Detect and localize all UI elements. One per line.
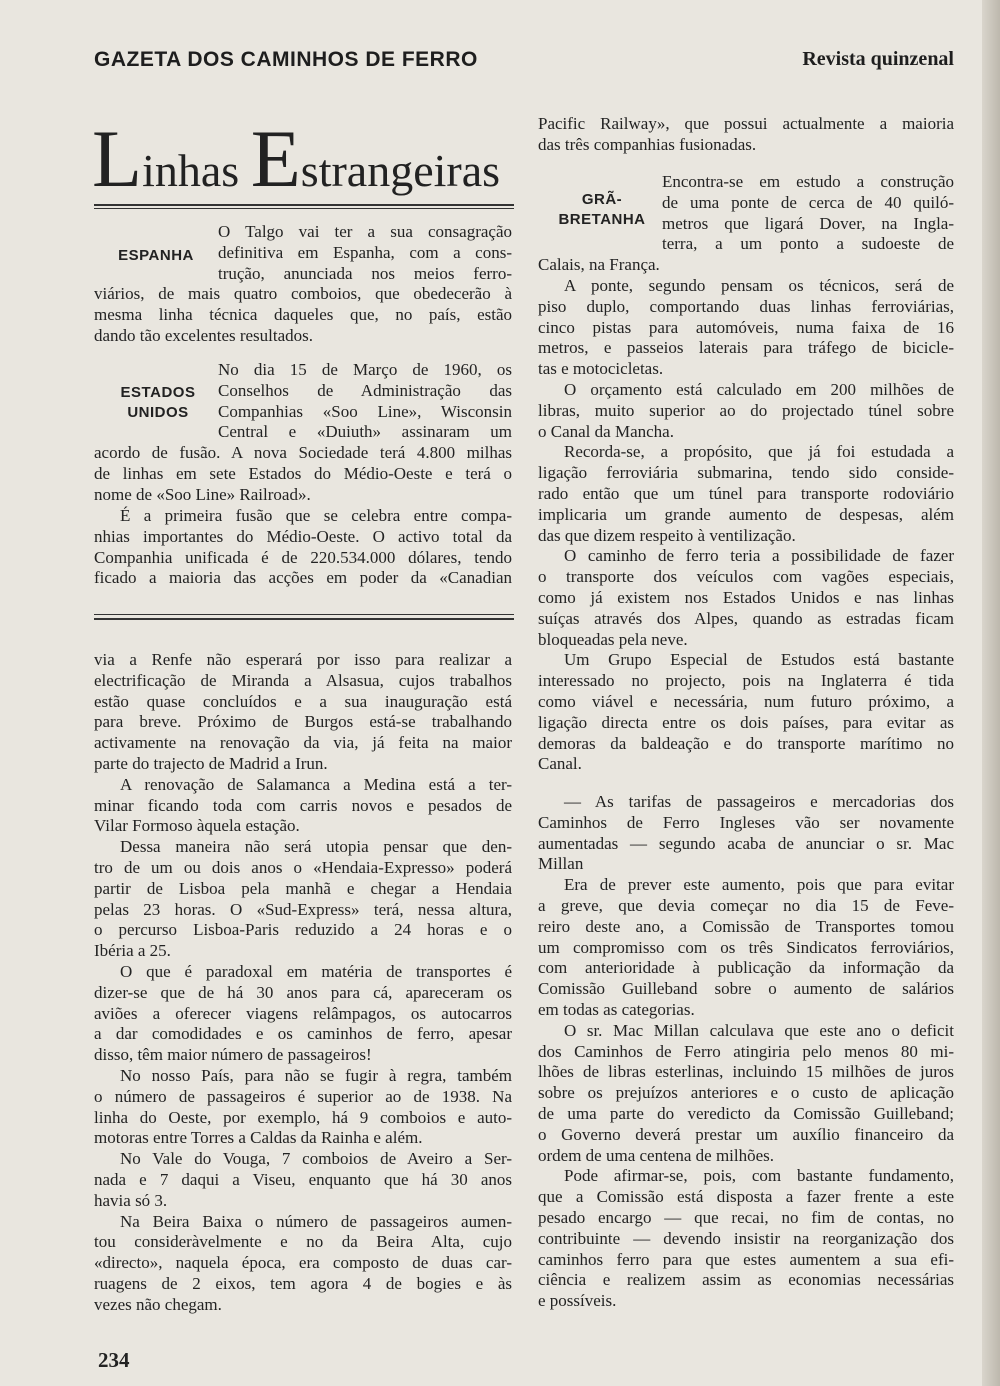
text-line: vezes não chegam.	[94, 1294, 222, 1314]
text-line: motoras entre Torres a Caldas da Rainha e além.	[94, 1128, 423, 1148]
text-line: tas e motocicletas.	[538, 359, 664, 379]
heading-line: BRETANHA	[558, 211, 646, 228]
text-line: caminhos ferro para que estes aumentem a sua efi-	[538, 1249, 954, 1269]
text-line: o percurso Lisboa-Paris reduzido a 24 horas e o	[94, 920, 512, 940]
text-line: Conselhos de Administração das	[218, 380, 512, 400]
text-line: dizer-se que de há 30 anos para cá, apareceram os	[94, 982, 512, 1002]
text-line: Central e «Duiuth» assinaram um	[218, 422, 512, 442]
text-line: com anterioridade à publicação da informação da	[538, 958, 954, 978]
text-line: A ponte, segundo pensam os técnicos, será de	[564, 276, 954, 295]
text-line: parte do trajecto de Madrid a Irun.	[94, 753, 328, 773]
text-line: Vilar Formoso àquela estação.	[94, 816, 300, 836]
text-line: disso, têm maior número de passageiros!	[94, 1045, 372, 1065]
text-line: Calais, na França.	[538, 255, 660, 275]
text-line: metros que ligará Dover, na Ingla-	[662, 213, 954, 233]
text-line: pelas 23 horas. O «Sud-Express» terá, nessa altura,	[94, 899, 512, 919]
text-line: contribuinte — devendo insistir na reorganização dos	[538, 1228, 954, 1248]
heading-espanha: ESPANHA	[118, 247, 194, 264]
text-line: terra, a um ponto a sudoeste de	[662, 234, 954, 254]
text-line: de uma parte do veredicto da Comissão Guilleband;	[538, 1103, 954, 1123]
text-line: O caminho de ferro teria a possibilidade de fazer	[564, 546, 954, 566]
text-line: O sr. Mac Millan calculava que este ano o deficit	[564, 1020, 954, 1040]
heading-line: GRÃ-	[581, 191, 623, 208]
page-number: 234	[98, 1348, 130, 1372]
title-rest-2: strangeiras	[300, 145, 501, 196]
text-line: como viável e necessária, num futuro próximo, a	[538, 691, 954, 711]
text-line: como já existem nos Estados Unidos e nas linhas	[538, 587, 954, 607]
text-line: ligação directa entre os dois países, para evitar as	[538, 712, 954, 732]
text-line: Companhias «Soo Line», Wisconsin	[218, 401, 512, 421]
text-line: A renovação de Salamanca a Medina está a ter-	[120, 774, 512, 794]
text-line: suíças através dos Alpes, quando as estradas ficam	[538, 608, 954, 628]
text-line: definitiva em Espanha, com a cons-	[218, 242, 512, 262]
text-line: bloqueadas pela neve.	[538, 629, 688, 649]
text-line: Comissão Guilleband sobre o aumento de salários	[538, 979, 954, 999]
text-line: Era de prever este aumento, pois que para evitar	[564, 875, 954, 895]
text-line: estão quase concluídos e a sua inauguração está	[94, 691, 512, 711]
usa-paragraph-2	[94, 506, 512, 589]
text-line: O Talgo vai ter a sua consagração	[218, 222, 512, 241]
section-rule-thick	[94, 618, 514, 620]
text-line: das três companhias fusionadas.	[538, 134, 757, 154]
text-line: havia só 3.	[94, 1190, 168, 1210]
text-line: cinco pistas para automóveis, numa faixa de 16	[538, 317, 954, 337]
text-line: de uma ponte de cerca de 40 quiló-	[662, 192, 954, 212]
heading-line: ESTADOS	[120, 384, 196, 401]
text-line: «directo», naquela época, era composto de duas car-	[94, 1253, 512, 1273]
title-initial-1: L	[92, 118, 143, 200]
text-line: mesma linha técnica daqueles que, no país, estão	[94, 305, 512, 325]
text-line: Encontra-se em estudo a construção	[662, 172, 954, 191]
text-line: nome de «Soo Line» Railroad».	[94, 484, 311, 504]
right-continuation	[538, 114, 954, 156]
text-line: a dar comodidades e os caminhos de ferro, apesar	[94, 1024, 512, 1044]
text-line: Um Grupo Especial de Estudos está bastante	[564, 650, 954, 670]
text-line: activamente na renovação da via, já feita na maior	[94, 733, 512, 753]
text-line: — As tarifas de passageiros e mercadorias dos	[564, 792, 954, 811]
text-line: piso duplo, comportando duas linhas ferroviárias,	[538, 296, 954, 316]
title-rule	[94, 204, 514, 206]
text-line: viários, de mais quatro comboios, que obedecerão à	[94, 284, 512, 304]
text-line: nada e 7 daqui a Viseu, enquanto que há 30 anos	[94, 1169, 512, 1189]
text-line: No nosso País, para não se fugir à regra, também	[120, 1065, 512, 1085]
text-line: lhões de libras esterlinas, incluindo 15 milhões de juros	[538, 1062, 954, 1082]
text-line: dos Caminhos de Ferro atingiria pelo menos 80 mi-	[538, 1041, 954, 1061]
text-line: linha do Oeste, por exemplo, há 9 comboios e auto-	[94, 1107, 512, 1127]
text-line: em todas as categorias.	[538, 999, 695, 1019]
usa-paragraph-1	[94, 360, 512, 506]
text-line: implicaria um grande aumento de despesas, além	[538, 504, 954, 524]
text-line: demoras da baldeação e do transporte marítimo no	[538, 733, 954, 753]
text-line: dando tão excelentes resultados.	[94, 325, 314, 345]
text-line: das que dizem respeito à ventilização.	[538, 525, 796, 545]
text-line: Recorda-se, a propósito, que já foi estudada a	[564, 442, 954, 462]
text-line: No Vale do Vouga, 7 comboios de Aveiro a Ser-	[120, 1149, 512, 1169]
text-line: rado então que um túnel para transporte rodoviário	[538, 483, 954, 503]
page-edge	[982, 0, 1000, 1386]
text-line: Ibéria a 25.	[94, 941, 171, 961]
britain-paragraph	[538, 172, 954, 276]
text-line: aviões a oferecer viagens relâmpagos, os autocarros	[94, 1003, 512, 1023]
text-line: o Canal da Mancha.	[538, 421, 674, 441]
text-line: Companhia unificada é de 220.534.000 dólares, tendo	[94, 547, 512, 567]
text-line: partir de Lisboa pela manhã e chegar a Hendaia	[94, 878, 512, 898]
text-line: pesado encargo — que recai, no fim de contas, no	[538, 1207, 954, 1227]
text-line: aumentadas — segundo acaba de anunciar o sr. Mac	[538, 833, 954, 853]
text-line: para breve. Próximo de Burgos está-se trabalhando	[94, 712, 512, 732]
text-line: ruagens de 2 eixos, tem agora 4 de bogies e às	[94, 1273, 512, 1293]
text-line: metros, e passeios laterais para tráfego de bicicle-	[538, 338, 954, 358]
spain-paragraph	[94, 222, 512, 347]
title-initial-2: E	[250, 118, 301, 200]
publication-subtitle: Revista quinzenal	[802, 48, 954, 70]
text-line: electrificação de Miranda a Alsasua, cujos trabalhos	[94, 670, 512, 690]
text-line: sobre os prejuízos anteriores e o custo de aplicação	[538, 1083, 954, 1103]
text-line: Pode afirmar-se, pois, com bastante fundamento,	[564, 1166, 954, 1186]
text-line: tro de um ou dois anos o «Hendaia-Expresso» poderá	[94, 857, 512, 877]
text-line: libras, muito superior ao do projectado túnel sobre	[538, 400, 954, 420]
text-line: O orçamento está calculado em 200 milhões de	[564, 379, 954, 399]
text-line: o número de passageiros é superior ao de 1938. Na	[94, 1086, 512, 1106]
section-title	[92, 118, 516, 200]
text-line: O que é paradoxal em matéria de transportes é	[120, 961, 512, 981]
text-line: ciência e realizem assim as economias necessárias	[538, 1270, 954, 1290]
text-line: tou consideràvelmente e no da Beira Alta, cujo	[94, 1232, 512, 1252]
text-line: nhias importantes do Médio-Oeste. O activo total da	[94, 526, 512, 546]
text-line: No dia 15 de Março de 1960, os	[218, 360, 512, 379]
text-line: ordem de uma centena de milhões.	[538, 1145, 775, 1165]
text-line: minar ficando toda com carris novos e pesados de	[94, 795, 512, 815]
text-line: o Governo deverá prestar um auxílio financeiro da	[538, 1124, 954, 1144]
text-line: Canal.	[538, 754, 582, 774]
text-line: Caminhos de Ferro Ingleses vão ser novamente	[538, 812, 954, 832]
section-rule	[94, 614, 514, 615]
text-line: reiro deste ano, a Comissão de Transportes tomou	[538, 916, 954, 936]
text-line: trução, anunciada nos meios ferro-	[218, 263, 512, 283]
text-line: de linhas em sete Estados do Médio-Oeste e terá o	[94, 463, 512, 483]
text-line: ligação ferroviária submarina, tendo sido conside-	[538, 463, 954, 483]
heading-line: UNIDOS	[127, 404, 189, 421]
title-rule-thin	[94, 208, 514, 209]
text-line: a greve, que devia começar no dia 15 de Feve-	[538, 895, 954, 915]
text-line: e possíveis.	[538, 1291, 617, 1311]
text-line: Na Beira Baixa o número de passageiros aumen-	[120, 1211, 512, 1231]
right-tariffs	[538, 792, 954, 1312]
text-line: o transporte dos veículos com vagões especiais,	[538, 567, 954, 587]
text-line: via a Renfe não esperará por isso para realizar a	[94, 650, 512, 669]
text-line: Pacific Railway», que possui actualmente a maioria	[538, 114, 954, 133]
title-rest-1: inhas	[142, 145, 251, 196]
left-continuation	[94, 650, 512, 1316]
text-line: que a Comissão está disposta a fazer frente a este	[538, 1187, 954, 1207]
text-line: acordo de fusão. A nova Sociedade terá 4.800 milhas	[94, 443, 512, 463]
text-line: É a primeira fusão que se celebra entre compa-	[120, 506, 512, 525]
publication-title: GAZETA DOS CAMINHOS DE FERRO	[94, 48, 478, 71]
text-line: interessado no projecto, pois na Inglaterra é tida	[538, 671, 954, 691]
text-line: Millan	[538, 854, 584, 874]
right-body	[538, 276, 954, 775]
text-line: Dessa maneira não será utopia pensar que den-	[120, 837, 512, 857]
text-line: um compromisso com os três Sindicatos ferroviários,	[538, 937, 954, 957]
text-line: ficado a maioria das acções em poder da «Canadian	[94, 568, 512, 588]
